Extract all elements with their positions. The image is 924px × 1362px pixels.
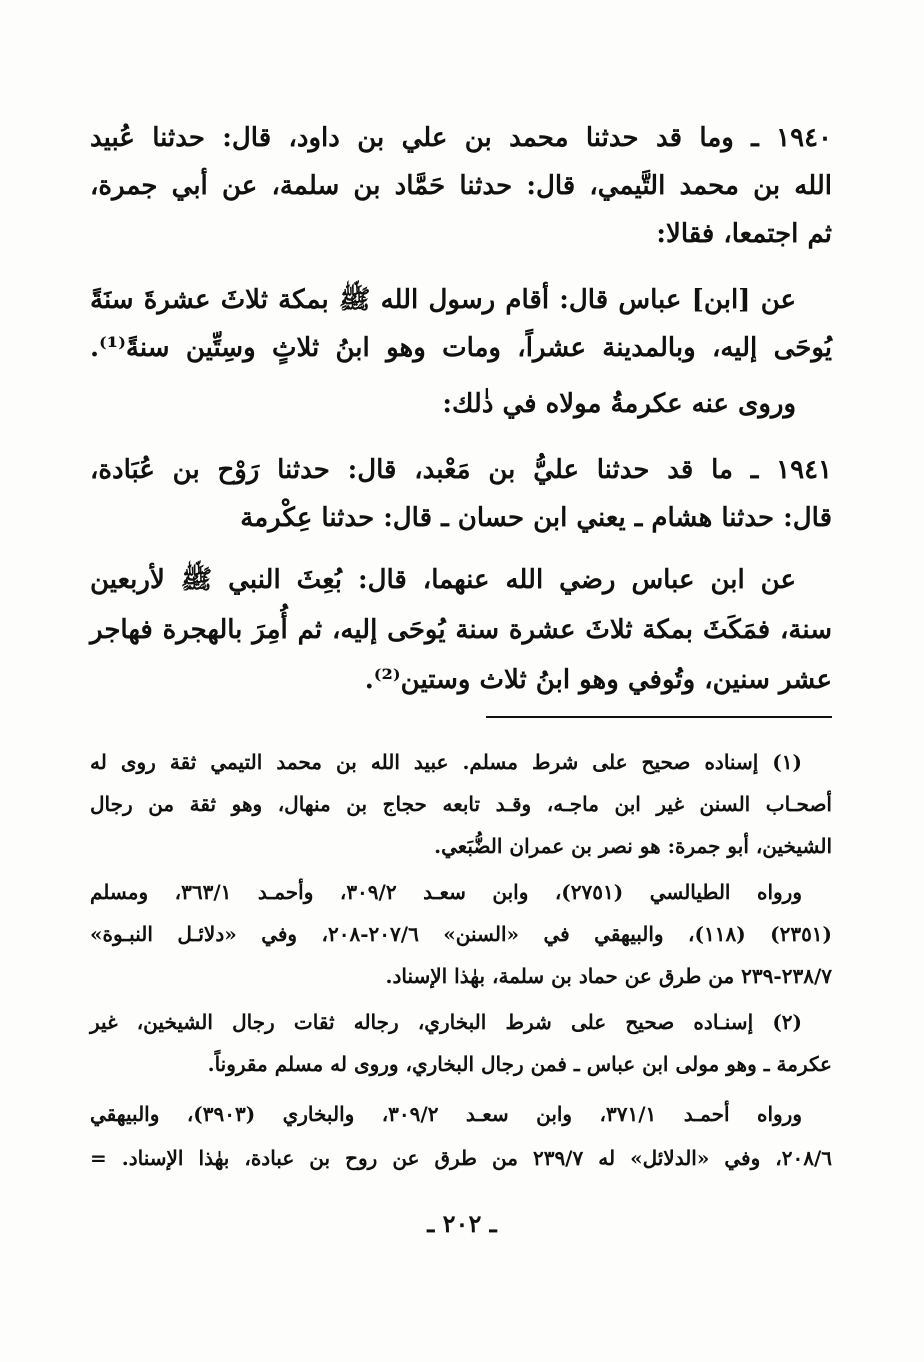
text-1941-line-1: عن ابن عباس رضي الله عنهما، قال: بُعِثَ النبي ﷺ لأربعين (90, 565, 796, 595)
hadith-1941-line-2: قال: حدثنا هشام ـ يعني ابن حسان ـ قال: حدثنا عِكْرمة (240, 503, 832, 533)
hadith-1940-line-3: ثم اجتمعا، فقالا: (656, 219, 832, 249)
footnote-2-line-3: ورواه أحمـد ٣٧١/١، وابن سعـد ٣٠٩/٢، والبخاري (٣٩٠٣)، والبيهقي (90, 1102, 802, 1126)
footnote-1-line-4: ورواه الطيالسي (٢٧٥١)، وابن سعـد ٣٠٩/٢، وأحمـد ٣٦٣/١، ومسلم (90, 880, 802, 904)
text-1940-line-2: يُوحَى إليه، وبالمدينة عشراً، ومات وهو ابنُ ثلاثٍ وسِتِّين سنةً⁽¹⁾. (90, 333, 832, 363)
footnote-2-line-2: عكرمة ـ وهو مولى ابن عباس ـ فمن رجال البخاري، وروى له مسلم مقروناً. (207, 1052, 832, 1076)
footnote-2-line-4: ٢٠٨/٦، وفي «الدلائل» له ٢٣٩/٧ من طرق عن روح بن عبادة، بهٰذا الإسناد. = (90, 1146, 833, 1170)
text-1941-line-2: سنة، فمَكَثَ بمكة ثلاثَ عشرة سنة يُوحَى إليه، ثم أُمِرَ بالهجرة فهاجر (90, 615, 832, 645)
footnote-1-line-6: ٢٣٨/٧-٢٣٩ من طرق عن حماد بن سلمة، بهٰذا الإسناد. (385, 964, 832, 988)
footnote-1-line-2: أصحـاب السنن غير ابن ماجـه، وقـد تابعه حجاج بن منهال، وهو ثقة من رجال (90, 792, 832, 816)
footnote-1-line-1: (١) إسناده صحيح على شرط مسلم. عبيد الله بن محمد التيمي ثقة روى له (90, 750, 802, 774)
footnote-1-line-3: الشيخين، أبو جمرة: هو نصر بن عمران الضُّبَعي. (434, 834, 832, 858)
text-1940-line-3: وروى عنه عكرمةُ مولاه في ذٰلك: (442, 389, 796, 419)
hadith-1940-line-1: ١٩٤٠ ـ وما قد حدثنا محمد بن علي بن داود، قال: حدثنا عُبيد (90, 123, 832, 153)
page-number: ـ ٢٠٢ ـ (427, 1209, 497, 1238)
text-1941-line-3: عشر سنين، وتُوفي وهو ابنُ ثلاث وستين⁽²⁾. (364, 665, 832, 695)
hadith-1941-line-1: ١٩٤١ ـ ما قد حدثنا عليُّ بن مَعْبد، قال: حدثنا رَوْح بن عُبَادة، (90, 455, 832, 485)
footnote-2-line-1: (٢) إسنـاده صحيح على شرط البخاري، رجاله ثقات رجال الشيخين، غير (90, 1010, 802, 1034)
footnote-separator (486, 716, 832, 718)
hadith-1940-line-2: الله بن محمد التَّيمي، قال: حدثنا حَمَّاد بن سلمة، عن أبي جمرة، (90, 171, 832, 201)
footnote-1-line-5: (٢٣٥١) (١١٨)، والبيهقي في «السنن» ٢٠٧/٦-٢٠٨، وفي «دلائـل النبـوة» (90, 922, 833, 946)
text-1940-line-1: عن [ابن] عباس قال: أقام رسول الله ﷺ بمكة ثلاثَ عشرةَ سنَةً (90, 285, 797, 315)
